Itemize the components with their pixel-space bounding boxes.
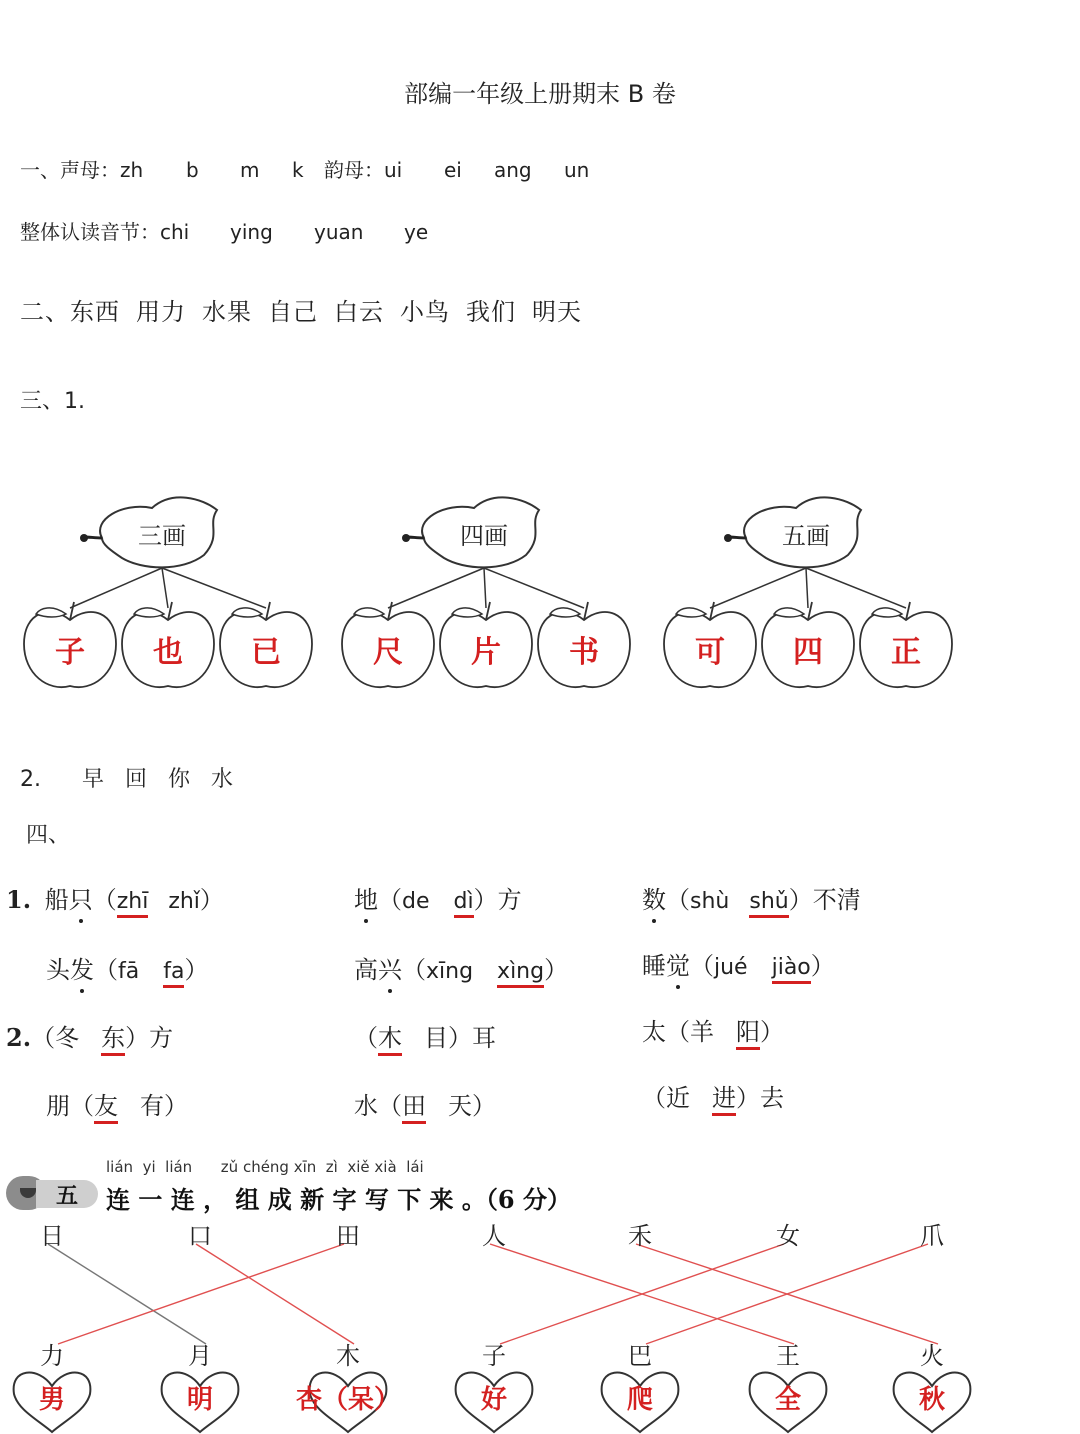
match-line [48, 1244, 206, 1344]
apple-char: 正 [891, 635, 921, 670]
section1-line1 [20, 154, 589, 183]
prefix: 太 [642, 1018, 666, 1046]
section2-line [20, 292, 598, 327]
item-2: 地（de dì）方 [354, 880, 522, 918]
zhengti-label: 整体认读音节： [20, 220, 160, 244]
item-3: 数（shù shǔ）不清 [642, 880, 861, 918]
char-option: 目 [424, 1024, 448, 1052]
item-8: （木 目）耳 [354, 1018, 496, 1056]
section2-label: 二、 [20, 298, 70, 326]
zhengti-item: ye [404, 220, 429, 244]
apple-char: 书 [569, 635, 599, 670]
section5-number: 五 [56, 1183, 79, 1209]
char: 水 [211, 767, 234, 792]
apple-leaf [232, 608, 262, 617]
apple-char: 已 [251, 635, 281, 670]
apple-leaf [452, 608, 482, 617]
page-title: 部编一年级上册期末 B 卷 [404, 80, 676, 108]
part2-number: 2. [6, 1023, 32, 1052]
pinyin-answer: zhī [117, 890, 149, 918]
shengmu-item: k [292, 158, 304, 182]
char-answer: 田 [402, 1094, 426, 1124]
prefix: 朋 [46, 1092, 70, 1120]
word: 小鸟 [400, 298, 450, 326]
suffix: 去 [760, 1084, 784, 1112]
item-10: 朋（友 有） [46, 1086, 188, 1124]
section1-line2 [20, 216, 428, 245]
bottom-char: 巴 [628, 1342, 652, 1370]
apple-leaf [774, 608, 804, 617]
top-char: 田 [336, 1222, 360, 1250]
suffix: 方 [497, 886, 522, 914]
item-6: 睡觉（jué jiào） [642, 946, 835, 984]
apple-leaf [872, 608, 902, 617]
section3-part2 [20, 762, 233, 793]
char-answer: 东 [101, 1026, 125, 1056]
bottom-char: 子 [482, 1342, 506, 1370]
section4-label: 四、 [26, 823, 71, 848]
suffix: 不清 [812, 886, 861, 914]
apple-char: 四 [793, 635, 823, 670]
part2-label: 2. [20, 767, 41, 792]
answer-char: 杏（呆） [295, 1385, 401, 1415]
top-char: 禾 [628, 1222, 652, 1250]
top-char: 女 [776, 1222, 800, 1250]
dotted-char: 发 [70, 950, 94, 985]
pinyin-answer: jiào [772, 956, 811, 984]
char: 早 [82, 767, 105, 792]
prefix: 水 [354, 1092, 378, 1120]
word: 东西 [70, 298, 120, 326]
top-char: 爪 [920, 1222, 944, 1250]
char-option: 冬 [55, 1024, 80, 1052]
answer-char: 秋 [918, 1385, 946, 1415]
section3-label: 三、1. [20, 389, 85, 414]
item-9: 太（羊 阳） [642, 1012, 784, 1050]
pinyin-option: xīng [426, 959, 474, 984]
pinyin-option: de [402, 889, 430, 914]
word: 自己 [268, 298, 318, 326]
char-answer: 进 [712, 1086, 736, 1116]
top-char: 口 [188, 1222, 212, 1250]
char-option: 有 [140, 1092, 164, 1120]
apple-char: 片 [471, 635, 501, 670]
apple-leaf [36, 608, 66, 617]
word: 水果 [202, 298, 252, 326]
section1-label: 一、声母： [20, 158, 120, 182]
answer-char: 好 [480, 1385, 508, 1415]
branch-line [806, 568, 808, 608]
stroke-tree-diagram [0, 480, 1080, 710]
branch-line [484, 568, 486, 608]
char: 回 [125, 767, 148, 792]
answer-char: 全 [774, 1385, 802, 1415]
char-answer: 木 [378, 1026, 402, 1056]
word: 用力 [136, 298, 186, 326]
apple-leaf [354, 608, 384, 617]
char-answer: 友 [94, 1094, 118, 1124]
shengmu-item: b [186, 158, 199, 182]
dotted-char: 只 [69, 880, 93, 915]
char-option: 天 [448, 1092, 472, 1120]
apple-leaf [676, 608, 706, 617]
branch-line [162, 568, 168, 608]
pinyin-option: fā [118, 959, 140, 984]
top-char: 人 [482, 1222, 506, 1250]
section5-badge [6, 1176, 96, 1210]
heading-text: 连 一 连 ， 组 成 新 字 写 下 来 。（6 分） [106, 1185, 571, 1214]
branch-line [70, 568, 162, 608]
answer-char: 男 [38, 1385, 66, 1415]
yunmu-label: 韵母： [324, 158, 384, 182]
apple-char: 可 [695, 635, 725, 670]
leaf-stem-tip [80, 534, 88, 542]
word: 我们 [466, 298, 516, 326]
bottom-char: 力 [40, 1342, 64, 1370]
suffix: 耳 [472, 1024, 496, 1052]
apple-char: 子 [55, 635, 85, 670]
bottom-char: 王 [776, 1342, 800, 1370]
answer-char: 明 [186, 1385, 214, 1415]
dotted-char: 数 [642, 880, 666, 915]
dotted-char: 地 [354, 880, 378, 915]
bottom-char: 木 [336, 1342, 360, 1370]
leaf-stem-tip [402, 534, 410, 542]
yunmu-item: ei [444, 158, 462, 182]
pinyin-option: shù [690, 889, 730, 914]
pinyin-option: jué [714, 955, 748, 980]
apple-char: 尺 [373, 635, 403, 670]
apple-char: 也 [153, 635, 183, 670]
apple-leaf [134, 608, 164, 617]
branch-line [484, 568, 584, 608]
item-12: （近 进）去 [642, 1078, 784, 1116]
zhengti-item: chi [160, 220, 190, 244]
item-5: 高兴（xīng xìng） [354, 950, 568, 988]
branch-line [806, 568, 906, 608]
pinyin-answer: dì [454, 890, 474, 918]
item-7: 2.（冬 东）方 [6, 1018, 173, 1056]
yunmu-item: ui [384, 158, 403, 182]
leaf-label: 三画 [138, 522, 186, 550]
word: 明天 [532, 298, 582, 326]
top-char: 日 [40, 1222, 64, 1250]
bottom-char: 月 [188, 1342, 212, 1370]
zhengti-item: yuan [314, 220, 364, 244]
char-option: 羊 [690, 1018, 714, 1046]
leaf-stem-tip [724, 534, 732, 542]
heading-pinyin: lián yi lián zǔ chéng xīn zì xiě xià lái [106, 1158, 424, 1176]
pinyin-answer: shǔ [749, 890, 788, 918]
match-line [196, 1244, 354, 1344]
match-line [646, 1244, 928, 1344]
yunmu-item: ang [494, 158, 532, 182]
item-11: 水（田 天） [354, 1086, 496, 1124]
item-1: 1. 船只（zhī zhǐ） [6, 880, 224, 918]
suffix: 方 [149, 1024, 174, 1052]
match-line [500, 1244, 784, 1344]
section5-heading [0, 1158, 1080, 1218]
match-line [58, 1244, 344, 1344]
leaf-label: 五画 [782, 522, 830, 550]
char: 你 [168, 767, 191, 792]
char-answer: 阳 [736, 1020, 760, 1050]
yunmu-item: un [564, 158, 590, 182]
zhengti-item: ying [230, 220, 273, 244]
apple-leaf [550, 608, 580, 617]
pinyin-answer: fa [163, 960, 184, 988]
branch-line [162, 568, 266, 608]
part1-number: 1. [6, 885, 32, 914]
item-4: 头发（fā fa） [46, 950, 208, 988]
bottom-char: 火 [920, 1342, 944, 1370]
matching-diagram [0, 1210, 1080, 1434]
shengmu-item: m [240, 158, 260, 182]
char-option: 近 [666, 1084, 690, 1112]
dotted-char: 兴 [378, 950, 402, 985]
branch-line [710, 568, 806, 608]
pinyin-answer: xìng [497, 960, 544, 988]
branch-line [388, 568, 484, 608]
word: 白云 [334, 298, 384, 326]
dotted-char: 觉 [666, 946, 690, 981]
pinyin-option: zhǐ [168, 889, 200, 914]
shengmu-item: zh [120, 158, 144, 182]
leaf-label: 四画 [460, 522, 508, 550]
answer-char: 爬 [626, 1385, 654, 1415]
